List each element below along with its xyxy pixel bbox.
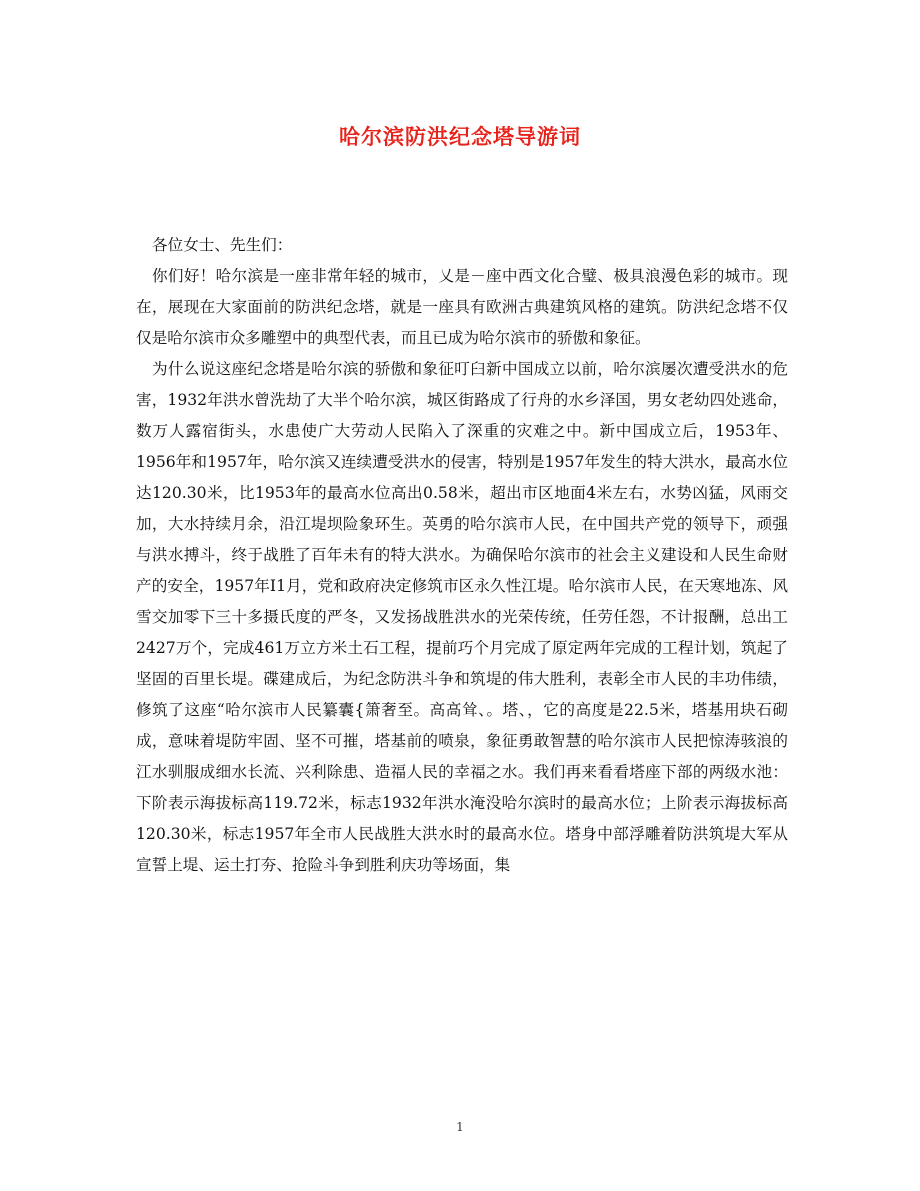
document-body: [136, 230, 788, 881]
document-title: 哈尔滨防洪纪念塔导游词: [339, 124, 581, 149]
paragraph-introduction: 你们好！哈尔滨是一座非常年轻的城市，乂是－座中西文化合璧、极具浪漫色彩的城市。现在，展现在大家面前的防洪纪念塔，就是一座具有欧洲古典建筑风格的建筑。防洪纪念塔不仅仅是哈尔滨市众多雕塑中的典型代表，而且已成为哈尔滨市的骄傲和象征。: [136, 267, 788, 347]
page-number: 1: [456, 1120, 464, 1134]
paragraph-history: 为什么说这座纪念塔是哈尔滨的骄傲和象征叮臼新中国成立以前，哈尔滨屡次遭受洪水的危害，1932年洪水曾洗劫了大半个哈尔滨，城区街路成了行舟的水乡泽国，男女老幼四处逃命，数万人露宿街头，水患使广大劳动人民陷入了深重的灾难之中。新中国成立后，1953年、1956年和1957年，哈尔滨又连续遭受洪水的侵害，特别是1957年发生的特大洪水，最高水位达120.30米，比1953年的最高水位高出0.58米，超出市区地面4米左右，水势凶猛，风雨交加，大水持续月余，沿江堤坝险象环生。英勇的哈尔滨市人民，在中国共产党的领导下，顽强与洪水搏斗，终于战胜了百年未有的特大洪水。为确保哈尔滨市的社会主义建设和人民生命财产的安全，1957年I1月，党和政府决定修筑市区永久性江堤。哈尔滨市人民，在天寒地冻、风雪交加零下三十多摄氏度的严冬，又发扬战胜洪水的光荣传统，任劳任怨，不计报酬，总出工2427万个，完成461万立方米土石工程，提前巧个月完成了原定两年完成的工程计划，筑起了坚固的百里长堤。碟建成后，为纪念防洪斗争和筑堤的伟大胜利，表彰全市人民的丰功伟绩，修筑了这座“哈尔滨市人民纂囊{箫奢至。高高耸、。塔、，它的高度是22.5米，塔基用块石砌成，意味着堤防牢固、坚不可摧，塔基前的喷泉，象征勇敢智慧的哈尔滨市人民把惊涛骇浪的江水驯服成细水长流、兴利除患、造福人民的幸福之水。我们再来看看塔座下部的两级水池：下阶表示海拔标高119.72米，标志1932年洪水淹没哈尔滨时的最高水位；上阶表示海拔标高120.30米，标志1957年全市人民战胜大洪水时的最高水位。塔身中部浮雕着防洪筑堤大军从宣誓上堤、运土打夯、抢险斗争到胜利庆功等场面，集: [136, 360, 788, 874]
paragraph-greeting: 各位女士、先生们：: [152, 236, 293, 254]
